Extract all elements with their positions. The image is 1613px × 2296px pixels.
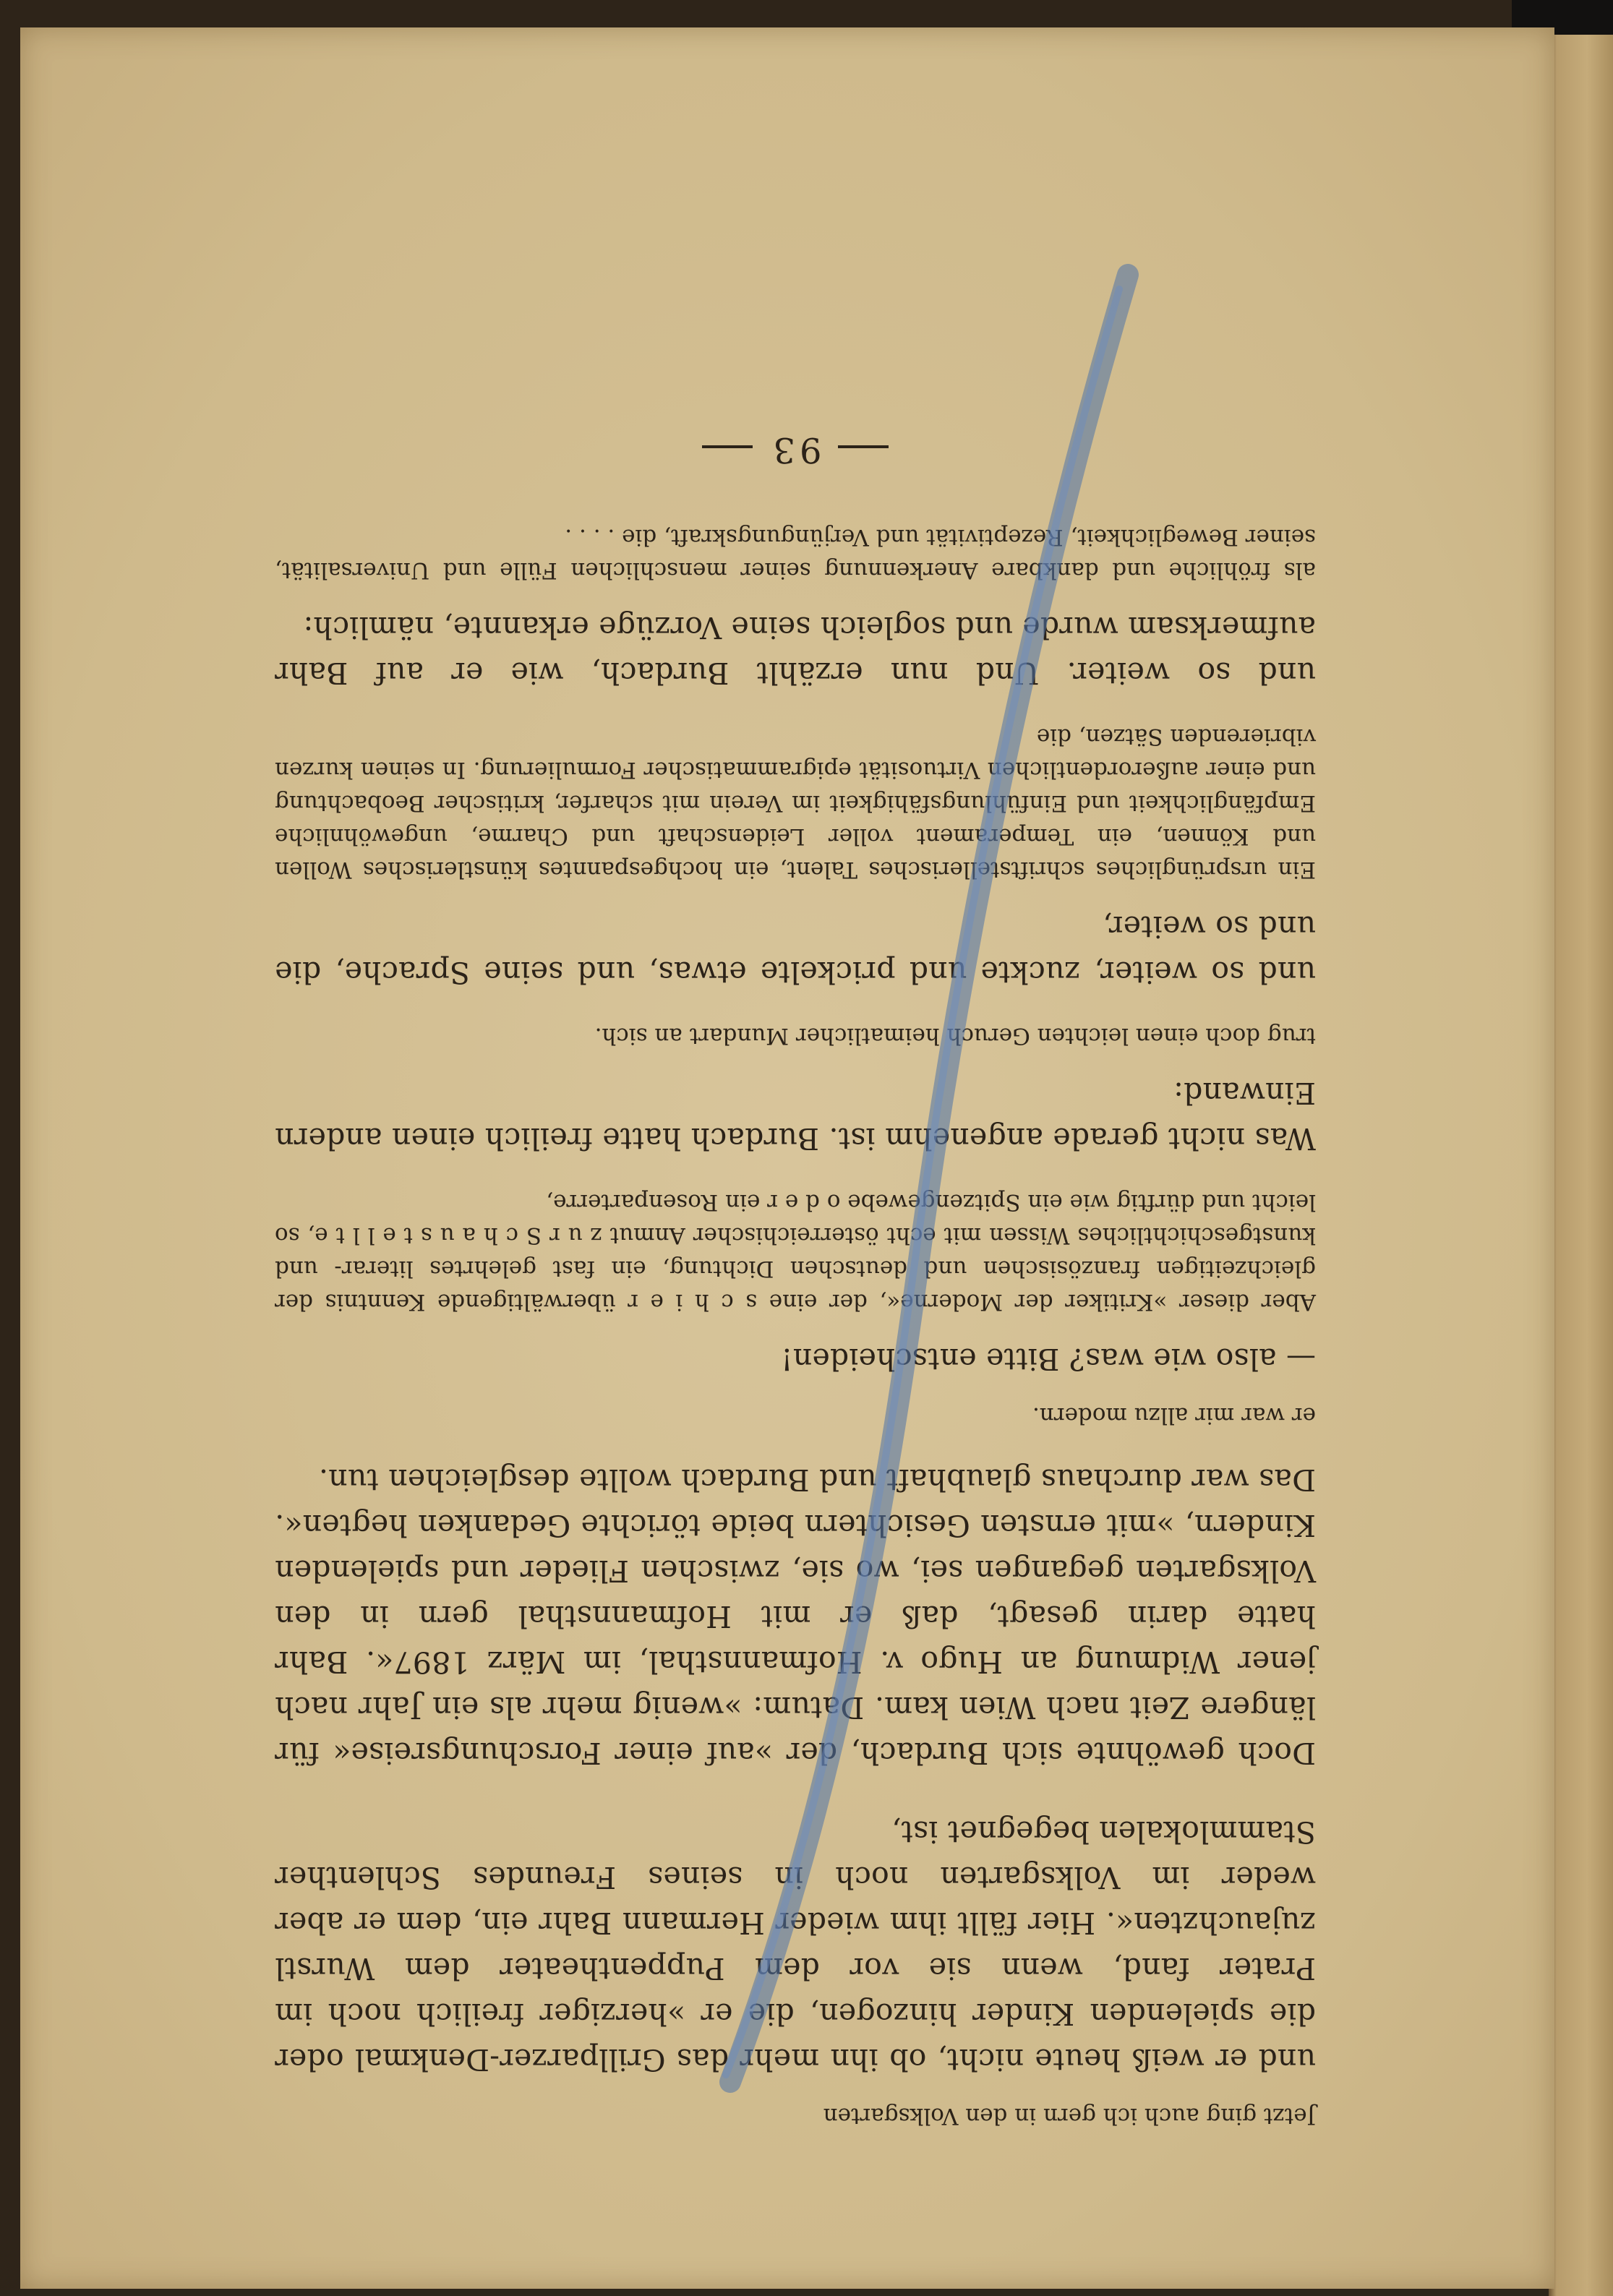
text-paragraph: Ein ursprüngliches schriftstellerisches Talent, ein hochgespanntes künstlerisches Wollen und Können, ein Temperament voller Leidenschaft und Charme, ungewöhnliche Empfänglichkeit und Einfühlungsfähigkeit im Verein mit scharfer, kritischer Beobachtung und einer außerordentlichen Virtuosität epigrammatischer Formulierung. In seinen kurzen vibrierenden Sätzen, die — [275, 724, 1316, 883]
text-paragraph: er war mir allzu modern. — [1032, 1402, 1316, 1428]
text-paragraph: Was nicht gerade angenehm ist. Burdach hatte freilich einen andern Einwand: — [275, 1076, 1316, 1156]
text-paragraph: trug doch einen leichten Geruch heimatlicher Mundart an sich. — [594, 1023, 1316, 1049]
text-paragraph: — also wie was? Bitte entscheiden! — [780, 1342, 1316, 1376]
page-number — [275, 429, 1316, 470]
text-paragraph: Aber dieser »Kritiker der Moderne«, der eine s c h i e r überwältigende Kenntnis der gleichzeitigen französischen und deutschen Dichtung, ein fast gelehrtes literar- und kunstgeschichtliches Wissen mit echt österreichischer Anmut z u r S c h a u s t e l l t e, so leicht und dürftig wie ein Spitzengewebe o d e r ein Rosenparterre, — [275, 1189, 1316, 1315]
text-paragraph: als fröhliche und dankbare Anerkennung seiner menschlichen Fülle und Universalität, seiner Beweglichkeit, Rezeptivität und Verjüngungskraft, die . . . . — [275, 524, 1316, 583]
text-paragraph: und er weiß heute nicht, ob ihn mehr das Grillparzer-Denkmal oder die spielenden Kinder hinzogen, die er »herziger freilich noch im Prater fand, wenn sie vor dem Puppentheater dem Wurstl zujauchzten«. Hier fällt ihm wieder Hermann Bahr ein, dem er aber weder im Volksgarten noch in seines Freundes Schlenther Stammlokalen begegnet ist, — [275, 1815, 1316, 2077]
text-paragraph: Doch gewöhnte sich Burdach, der »auf einer Forschungsreise« für längere Zeit nach Wien kam. Datum: »wenig mehr als ein Jahr nach jener Widmung an Hugo v. Hofmannsthal, im März 1897«. Bahr hatte darin gesagt, daß er mit Hofmannsthal gern in den Volksgarten gegangen sei, wo sie, zwischen Flieder und spielenden Kindern, »mit ernsten Gesichtern beide törichte Gedanken hegten«. Das war durchaus glaubhaft und Burdach wollte desgleichen tun. — [275, 1462, 1316, 1770]
text-paragraph: Jetzt ging auch ich gern in den Volksgarten — [823, 2103, 1316, 2129]
text-paragraph: und so weiter, zuckte und prickelte etwas, und seine Sprache, die und so weiter, — [275, 909, 1316, 990]
text-paragraph: und so weiter. Und nun erzählt Burdach, wie er auf Bahr aufmerksam wurde und sogleich seine Vorzüge erkannte, nämlich: — [275, 610, 1316, 690]
upside-down-text-block — [275, 325, 1316, 2133]
adjacent-page-edge — [1549, 35, 1613, 2296]
page-number-value: 93 — [769, 429, 822, 470]
dash-left — [838, 446, 889, 449]
dash-right — [702, 446, 753, 449]
